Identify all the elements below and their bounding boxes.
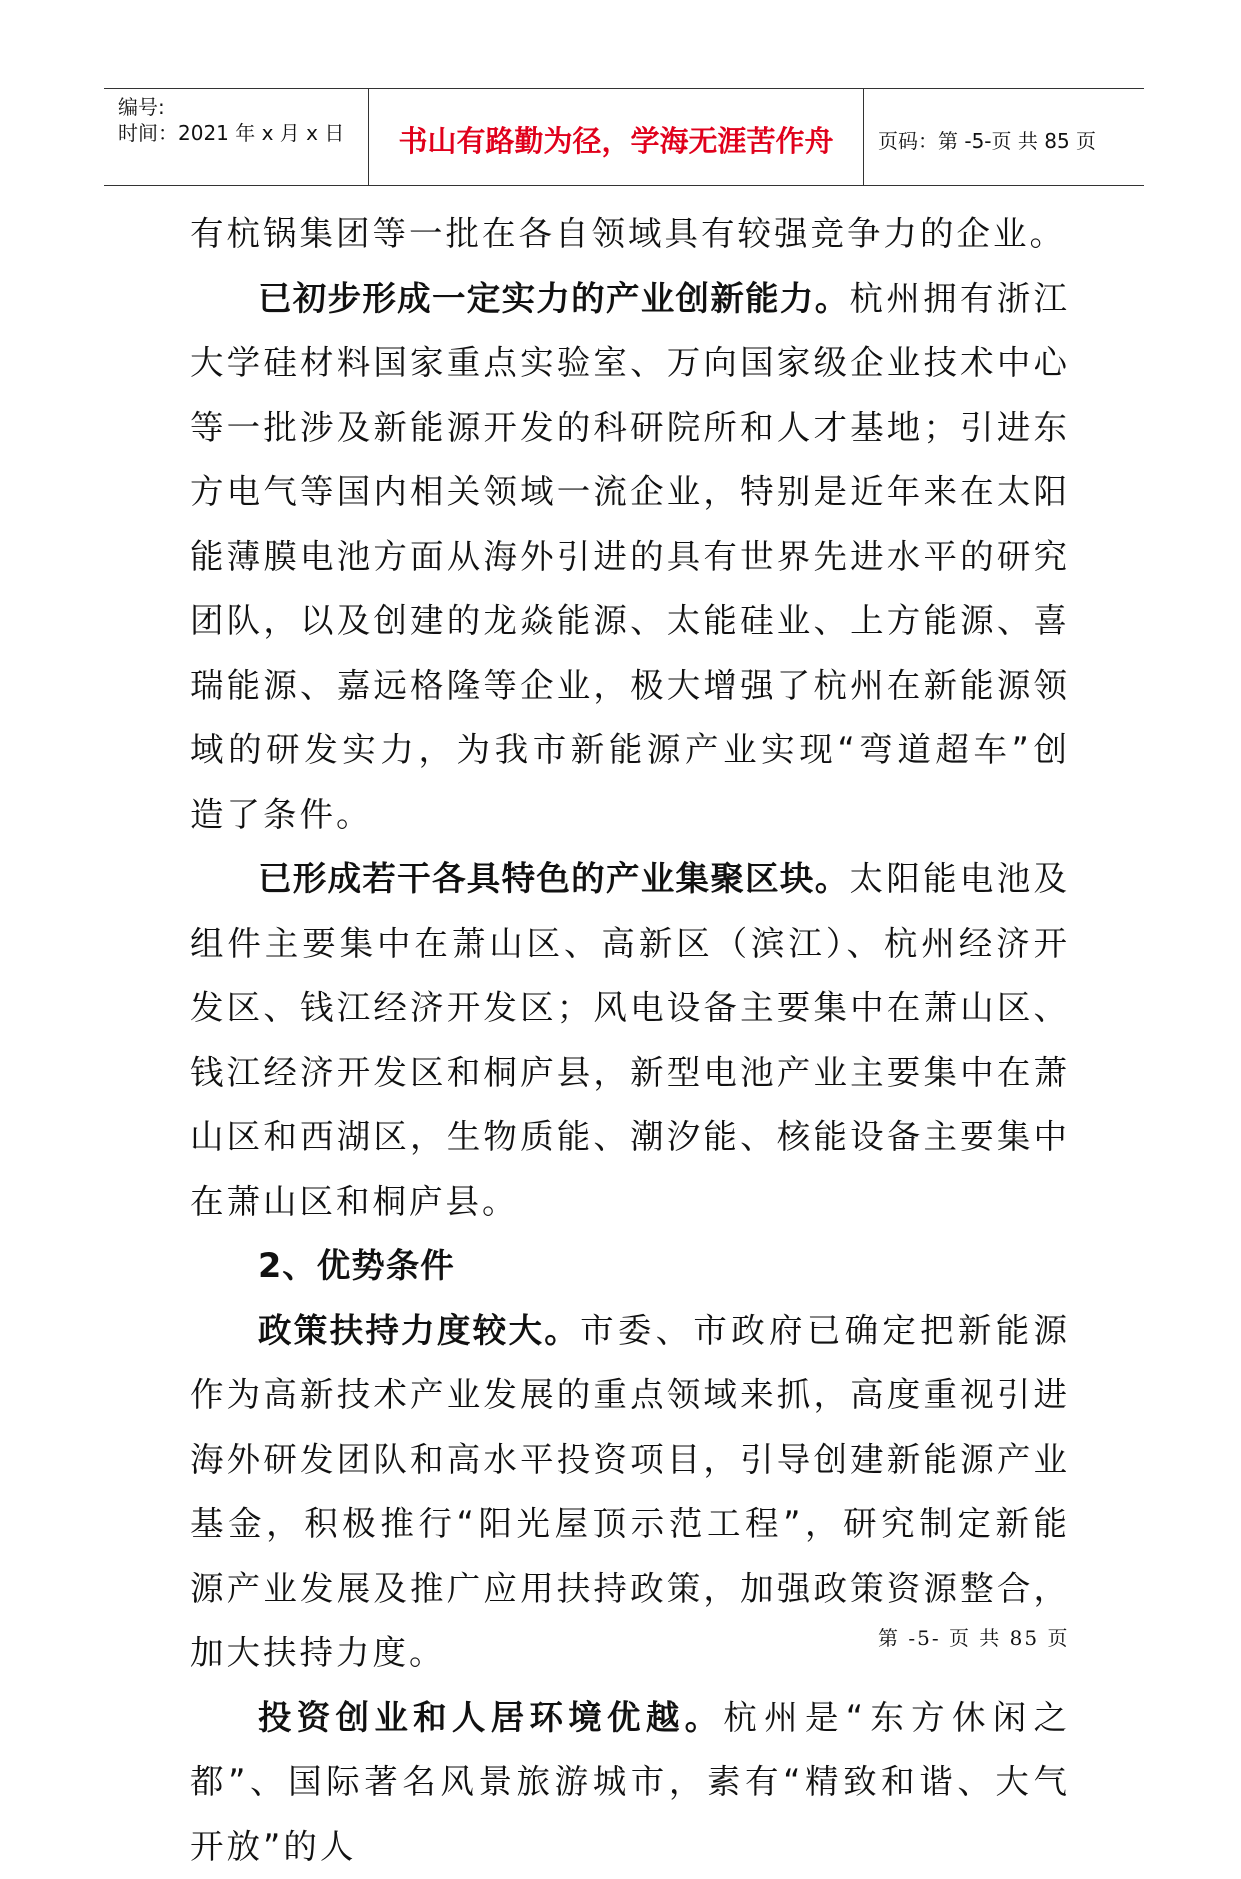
paragraph-text: 市委、市政府已确定把新能源作为高新技术产业发展的重点领域来抓，高度重视引进海外研发团队和高水平投资项目，引导创建新能源产业基金，积极推行“阳光屋顶示范工程”，研究制定新能源产业发展及推广应用扶持政策，加强政策资源整合，加大扶持力度。 <box>190 1311 1070 1673</box>
paragraph-innovation <box>190 267 1070 848</box>
page-footer: 第 -5- 页 共 85 页 <box>878 1622 1069 1651</box>
section-heading: 2、优势条件 <box>190 1234 1070 1299</box>
paragraph-clusters <box>190 847 1070 1234</box>
header-page-number: 页码：第 -5-页 共 85 页 <box>878 125 1096 154</box>
header-page-cell <box>862 89 1144 185</box>
paragraph-lead: 政策扶持力度较大。 <box>258 1311 580 1350</box>
header-motto-cell <box>368 89 864 185</box>
paragraph-continuation <box>190 202 1070 267</box>
paragraph-text: 杭州是“东方休闲之都”、国际著名风景旅游城市，素有“精致和谐、大气开放”的人 <box>190 1698 1070 1866</box>
document-number-label: 编号: <box>118 95 165 119</box>
header-meta-cell <box>104 89 368 185</box>
paragraph-text: 有杭锅集团等一批在各自领域具有较强竞争力的企业。 <box>190 214 1066 253</box>
document-time-label: 时间：2021 年 x 月 x 日 <box>118 121 344 145</box>
page-header <box>104 88 1144 186</box>
paragraph-lead: 已形成若干各具特色的产业集聚区块。 <box>258 859 850 898</box>
paragraph-lead: 已初步形成一定实力的产业创新能力。 <box>258 279 850 318</box>
paragraph-environment <box>190 1686 1070 1879</box>
paragraph-text: 太阳能电池及组件主要集中在萧山区、高新区（滨江）、杭州经济开发区、钱江经济开发区；风电设备主要集中在萧山区、钱江经济开发区和桐庐县，新型电池产业主要集中在萧山区和西湖区，生物质能、潮汐能、核能设备主要集中在萧山区和桐庐县。 <box>190 859 1070 1221</box>
paragraph-lead: 投资创业和人居环境优越。 <box>258 1698 723 1737</box>
header-motto: 书山有路勤为径，学海无涯苦作舟 <box>369 119 863 160</box>
paragraph-text: 杭州拥有浙江大学硅材料国家重点实验室、万向国家级企业技术中心等一批涉及新能源开发的科研院所和人才基地；引进东方电气等国内相关领域一流企业，特别是近年来在太阳能薄膜电池方面从海外引进的具有世界先进水平的研究团队，以及创建的龙焱能源、太能硅业、上方能源、喜瑞能源、嘉远格隆等企业，极大增强了杭州在新能源领域的研发实力，为我市新能源产业实现“弯道超车”创造了条件。 <box>190 279 1070 834</box>
